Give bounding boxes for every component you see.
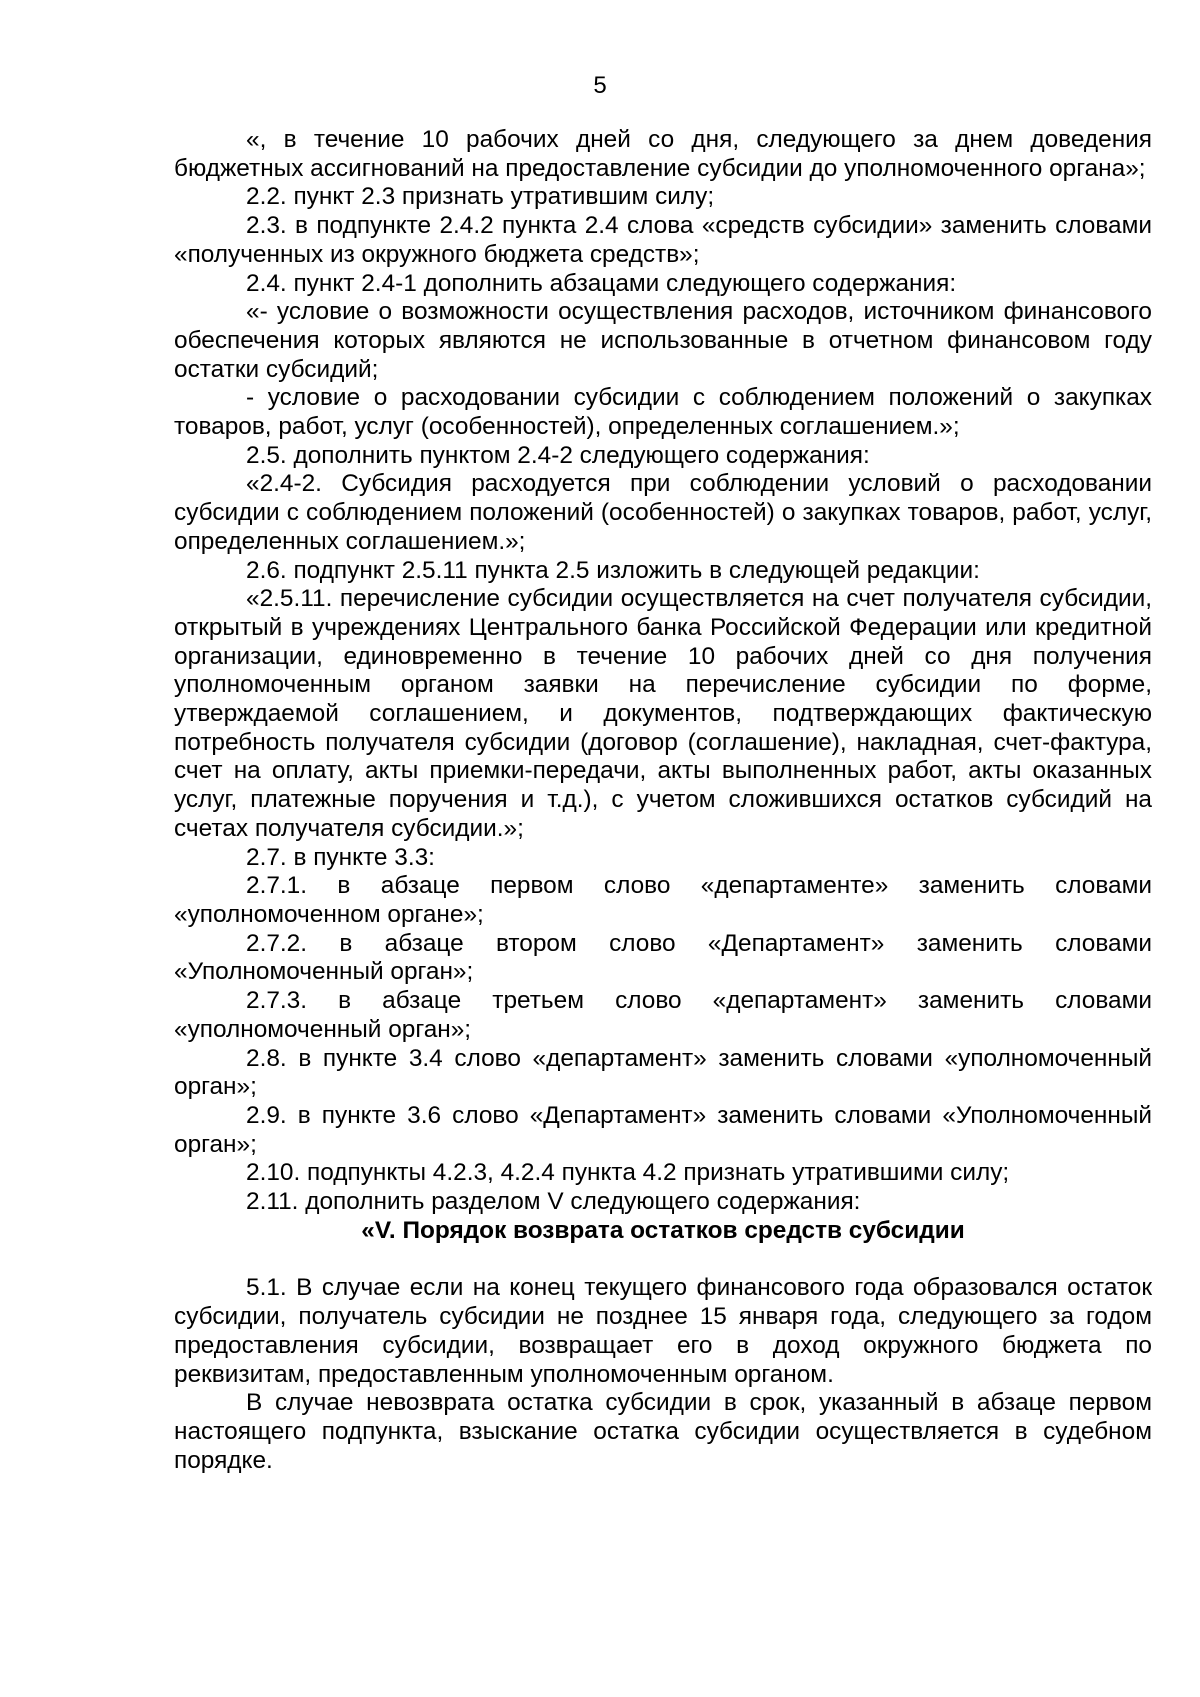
paragraph: «2.5.11. перечисление субсидии осуществляется на счет получателя субсидии, открытый в учреждениях Центрального банка Российской Федерации или кредитной организации, единовременно в течение 10 рабочих дней со дня получения уполномоченным органом заявки на перечисление субсидии по форме, утверждаемой соглашением, и документов, подтверждающих фактическую потребность получателя субсидии (договор (соглашение), накладная, счет-фактура, счет на оплату, акты приемки-передачи, акты выполненных работ, акты оказанных услуг, платежные поручения и т.д.), с учетом сложившихся остатков субсидий на счетах получателя субсидии.»; [174, 585, 1152, 842]
paragraph: 2.8. в пункте 3.4 слово «департамент» заменить словами «уполномоченный орган»; [174, 1044, 1152, 1101]
paragraph: 2.7.1. в абзаце первом слово «департаменте» заменить словами «уполномоченном органе»; [174, 872, 1152, 928]
paragraph: 2.11. дополнить разделом V следующего содержания: [246, 1188, 861, 1216]
paragraph: 2.7.3. в абзаце третьем слово «департамент» заменить словами «уполномоченный орган»; [174, 987, 1152, 1043]
paragraph: 2.7.2. в абзаце втором слово «Департамент» заменить словами «Уполномоченный орган»; [174, 929, 1152, 986]
section-heading: «V. Порядок возврата остатков средств субсидии [361, 1216, 965, 1244]
paragraph: 2.5. дополнить пунктом 2.4-2 следующего содержания: [246, 441, 870, 469]
paragraph: 2.9. в пункте 3.6 слово «Департамент» заменить словами «Уполномоченный орган»; [174, 1101, 1152, 1158]
paragraph: «, в течение 10 рабочих дней со дня, следующего за днем доведения бюджетных ассигнований на предоставление субсидии до уполномоченного органа»; [174, 126, 1152, 182]
section-paragraph: В случае невозврата остатка субсидии в срок, указанный в абзаце первом настоящего подпункта, взыскание остатка субсидии осуществляется в судебном порядке. [174, 1389, 1152, 1474]
paragraph: 2.3. в подпункте 2.4.2 пункта 2.4 слова «средств субсидии» заменить словами «полученных из окружного бюджета средств»; [174, 212, 1152, 268]
paragraph: «2.4-2. Субсидия расходуется при соблюдении условий о расходовании субсидии с соблюдением положений (особенностей) о закупках товаров, работ, услуг, определенных соглашением.»; [174, 470, 1152, 555]
paragraph: 2.2. пункт 2.3 признать утратившим силу; [246, 183, 715, 211]
paragraph: 2.6. подпункт 2.5.11 пункта 2.5 изложить в следующей редакции: [246, 556, 980, 584]
paragraph: 2.7. в пункте 3.3: [246, 843, 435, 871]
paragraph: «- условие о возможности осуществления расходов, источником финансового обеспечения которых являются не использованные в отчетном финансовом году остатки субсидий; [174, 298, 1152, 383]
page-number: 5 [593, 72, 607, 99]
document-body [174, 126, 1152, 1475]
paragraph: 2.4. пункт 2.4-1 дополнить абзацами следующего содержания: [246, 269, 957, 297]
paragraph: - условие о расходовании субсидии с соблюдением положений о закупках товаров, работ, услуг (особенностей), определенных соглашением.»; [174, 384, 1152, 441]
section-paragraph: 5.1. В случае если на конец текущего финансового года образовался остаток субсидии, получатель субсидии не позднее 15 января года, следующего за годом предоставления субсидии, возвращает его в доход окружного бюджета по реквизитам, предоставленным уполномоченным органом. [174, 1274, 1152, 1388]
paragraph: 2.10. подпункты 4.2.3, 4.2.4 пункта 4.2 признать утратившими силу; [246, 1159, 1010, 1187]
